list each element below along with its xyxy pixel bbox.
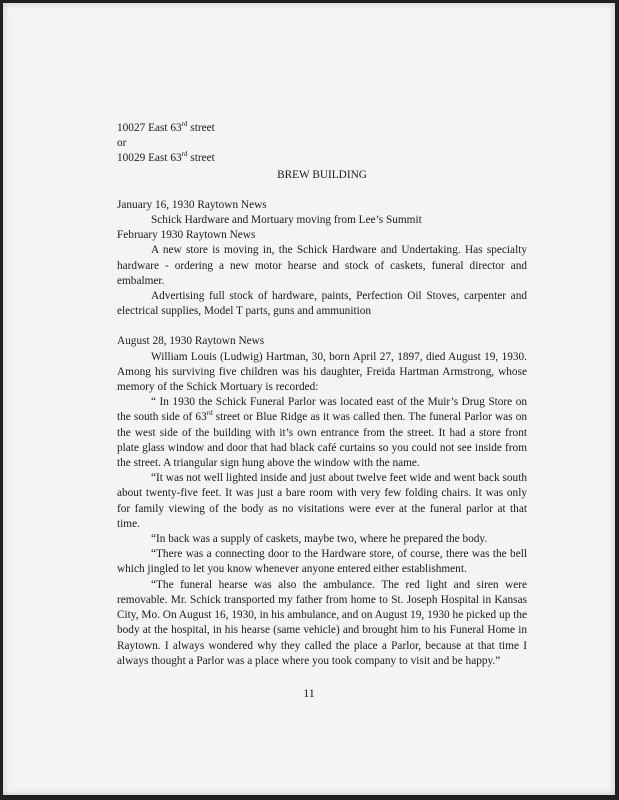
address-or: or bbox=[117, 137, 127, 150]
document-page bbox=[3, 3, 615, 795]
quote-paragraph: “It was not well lighted inside and just about twelve feet wide and went back south about twenty-five feet. It was just a bare room with very few folding chairs. It was only for family viewing of the body as no visitations were ever at the funeral parlor at that time. bbox=[117, 472, 527, 530]
quote-paragraph: “The funeral hearse was also the ambulance. The red light and siren were removable. Mr. Schick transported my father from home to St. Joseph Hospital in Kansas City, Mo. On August 16, 1930, in his ambulance, and on August 19, 1930 he picked up the body at the hospital, in his hearse (same vehicle) and brought him to his Funeral Home in Raytown. I always wondered why they called the place a Parlor, because at that time I always thought a Parlor was a place where you took company to visit and be happy.” bbox=[117, 578, 527, 667]
entry-date-feb: February 1930 Raytown News bbox=[117, 229, 256, 242]
entry-paragraph: A new store is moving in, the Schick Hardware and Undertaking. Has specialty hardware - ordering a new motor hearse and stock of caskets, funeral director and embalmer. bbox=[117, 244, 527, 287]
address-line-1-text: 10027 East 63 bbox=[117, 122, 182, 134]
address-line-1-suffix: street bbox=[187, 122, 215, 134]
quote-paragraph bbox=[117, 395, 527, 471]
address-line-2-suffix: street bbox=[187, 152, 215, 165]
address-line-1-sup: rd bbox=[181, 120, 188, 129]
entry-text-jan: Schick Hardware and Mortuary moving from Lee’s Summit bbox=[151, 214, 422, 227]
quote-text: street or Blue Ridge as it was called then. The funeral Parlor was on the west side of the building with it’s own entrance from the street. It had a store front plate glass window and door that had black café curtains so you could not see inside from the street. A triangular sign hung above the window with the name. bbox=[117, 411, 527, 470]
quote-paragraph: “There was a connecting door to the Hardware store, of course, there was the bell which jingled to let you know whenever anyone entered either establishment. bbox=[117, 548, 527, 576]
page-title: BREW BUILDING bbox=[277, 168, 367, 181]
page-content bbox=[117, 121, 527, 669]
address-line-2-text: 10029 East 63 bbox=[117, 152, 182, 165]
address-line-2-sup: rd bbox=[181, 150, 188, 159]
quote-sup: rd bbox=[206, 409, 213, 418]
entry-date-jan: January 16, 1930 Raytown News bbox=[117, 198, 267, 211]
entry-paragraph: William Louis (Ludwig) Hartman, 30, born April 27, 1897, died August 19, 1930. Among his surviving five children was his daughter, Freida Hartman Armstrong, whose memory of the Schick Mortuary is recorded: bbox=[117, 350, 527, 394]
quote-text: “ In 1930 the Schick Funeral Parlor was located east of the Muir’s Drug Store on the south side of 63 bbox=[117, 396, 527, 424]
address-line-1 bbox=[117, 121, 527, 136]
address-line-2 bbox=[117, 151, 527, 166]
entry-date-aug: August 28, 1930 Raytown News bbox=[117, 335, 265, 348]
quote-paragraph: “In back was a supply of caskets, maybe two, where he prepared the body. bbox=[151, 533, 488, 546]
page-number: 11 bbox=[303, 686, 315, 700]
entry-paragraph: Advertising full stock of hardware, paints, Perfection Oil Stoves, carpenter and electrical supplies, Model T parts, guns and ammunition bbox=[117, 290, 527, 318]
